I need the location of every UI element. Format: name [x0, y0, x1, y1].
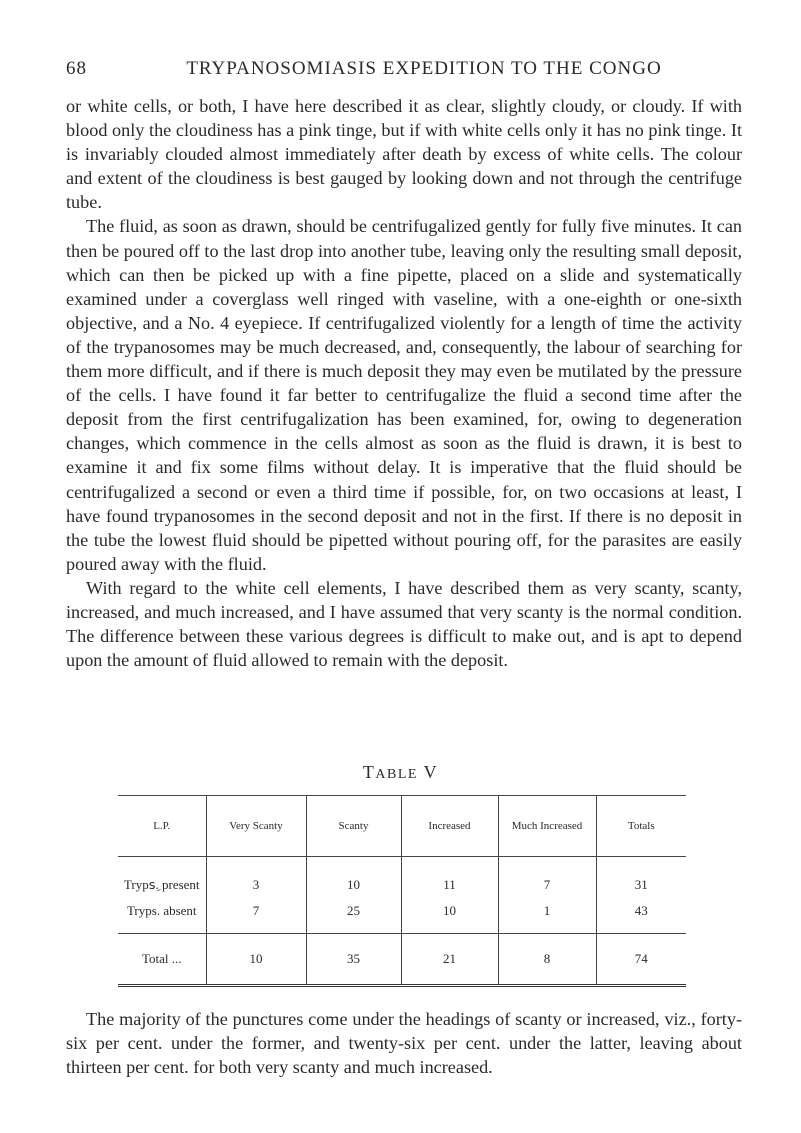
- table-row: [118, 857, 686, 899]
- paragraph: With regard to the white cell elements, I have described them as very scanty, scanty, increased, and much increased, and I have assumed that very scanty is the normal condition. The difference between these various degrees is difficult to make out, and is apt to depend upon the amount of fluid allowed to remain with the deposit.: [66, 577, 742, 671]
- table-cell: 43: [596, 898, 686, 934]
- table-cell: 7: [498, 857, 596, 899]
- column-header: Totals: [596, 796, 686, 857]
- table-caption: [0, 762, 801, 783]
- column-header: Scanty: [306, 796, 401, 857]
- table-cell: 11: [401, 857, 498, 899]
- table-cell: 7: [206, 898, 306, 934]
- caption-initial: T: [362, 762, 376, 782]
- column-header: Increased: [401, 796, 498, 857]
- table-cell: 35: [306, 934, 401, 986]
- total-row: [118, 934, 686, 986]
- table-cell: 74: [596, 934, 686, 986]
- table-row: [118, 898, 686, 934]
- paragraph: The fluid, as soon as drawn, should be centrifugalized gently for fully five minutes. It can then be poured off to the last drop into another tube, leaving only the resulting small deposit, which can then be picked up with a fine pipette, placed on a slide and systematically examined under a coverglass well ringed with vaseline, with a one-eighth or one-sixth objective, and a No. 4 eyepiece. If centrifugalized violently for a length of time the activity of the trypanosomes may be much decreased, and, consequently, the labour of searching for them more difficult, and if there is much deposit they may even be mutilated by the pressure of the cells. I have found it far better to centrifugalize the fluid a second time after the deposit from the first centrifugalization has been examined, for, owing to degeneration changes, which commence in the cells almost as soon as the fluid is drawn, it is best to examine it and fix some films without delay. It is imperative that the fluid should be centrifugalized a second or even a third time if possible, for, on two occasions at least, I have found trypanosomes in the second deposit and not in the first. If there is no deposit in the tube the lowest fluid should be pipetted without pouring off, for the parasites are easily poured away with the fluid.: [66, 216, 742, 574]
- table-cell: 1: [498, 898, 596, 934]
- table-cell: 10: [401, 898, 498, 934]
- row-label: Tryps. absent: [126, 903, 197, 918]
- running-title: TRYPANOSOMIASIS EXPEDITION TO THE CONGO: [186, 58, 662, 79]
- caption-number: V: [423, 762, 439, 782]
- table-cell: 8: [498, 934, 596, 986]
- page-header: [66, 58, 742, 84]
- body-text-after-table: [66, 1007, 742, 1079]
- column-header: L.P.: [118, 796, 206, 857]
- caption-word: ABLE: [375, 767, 418, 782]
- table-header-row: [118, 796, 686, 857]
- table-cell: 25: [306, 898, 401, 934]
- data-table: [118, 795, 686, 987]
- column-header: Very Scanty: [206, 796, 306, 857]
- table-cell: 10: [306, 857, 401, 899]
- column-header: Much Increased: [498, 796, 596, 857]
- paragraph: The majority of the punctures come under the headings of scanty or increased, viz., forty-six per cent. under the former, and twenty-six per cent. under the latter, leaving about thirteen per cent. for both very scanty and much increased.: [66, 1009, 742, 1078]
- paragraph: or white cells, or both, I have here described it as clear, slightly cloudy, or cloudy. If with blood only the cloudiness has a pink tinge, but if with white cells only it has no pink tinge. It is invariably clouded almost immediately after death by excess of white cells. The colour and extent of the cloudiness is best gauged by looking down and not through the centrifuge tube.: [66, 96, 742, 213]
- table-cell: 3: [206, 857, 306, 899]
- page-number: 68: [66, 58, 87, 79]
- table-cell: 10: [206, 934, 306, 986]
- row-label: Trypsِ. present: [123, 877, 200, 892]
- body-text: [66, 94, 742, 672]
- table-cell: 31: [596, 857, 686, 899]
- table-cell: 21: [401, 934, 498, 986]
- row-label: Total ...: [118, 934, 206, 986]
